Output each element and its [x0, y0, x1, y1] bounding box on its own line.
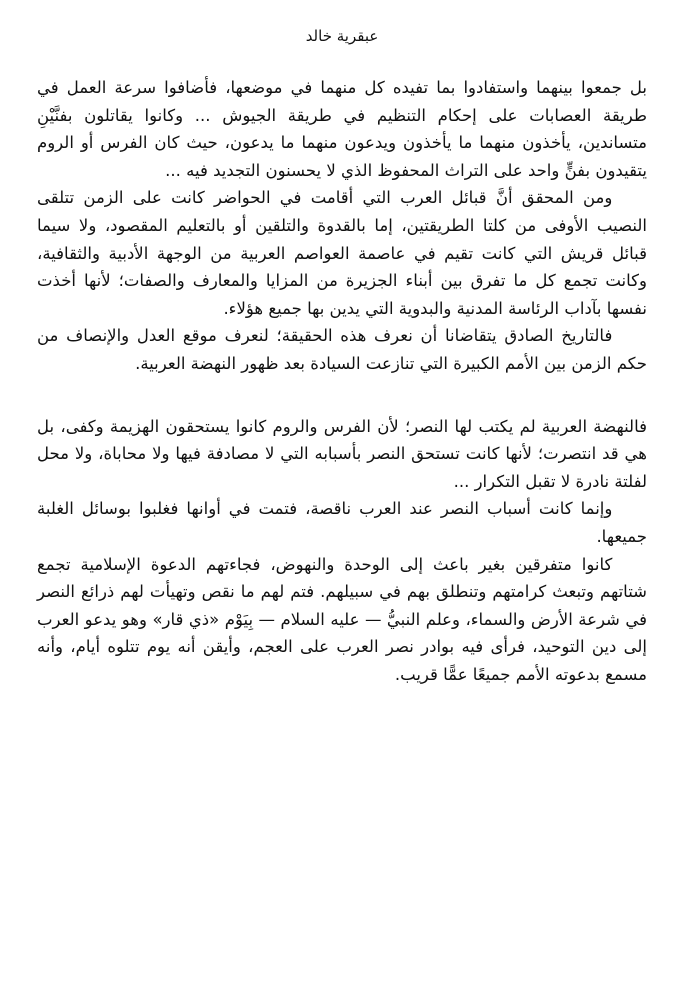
paragraph: بل جمعوا بينهما واستفادوا بما تفيده كل منهما في موضعها، فأضافوا سرعة العمل في طريقة العصابات على إحكام التنظيم في طريقة الجيوش ... وكانوا يقاتلون بفنَّيْنِ متساندين، يأخذون منهما ما يأخذون ويدعون منهما ما يدعون، حيث كان الفرس أو الروم يتقيدون بفنٍّ واحد على التراث المحفوظ الذي لا يحسنون التجديد فيه ... — [37, 78, 647, 180]
paragraph: وإنما كانت أسباب النصر عند العرب ناقصة، فتمت في أوانها فغلبوا بوسائل الغلبة جميعها. — [37, 499, 647, 546]
paragraph: فالتاريخ الصادق يتقاضانا أن نعرف هذه الحقيقة؛ لنعرف موقع العدل والإنصاف من حكم الزمن بين الأمم الكبيرة التي تنازعت السيادة بعد ظهور النهضة العربية. — [37, 326, 647, 373]
page-body — [0, 74, 684, 688]
paragraph: ومن المحقق أنَّ قبائل العرب التي أقامت في الحواضر كانت على الزمن تتلقى النصيب الأوفى من كلتا الطريقتين، إما بالقدوة والتلقين أو بالتعليم المقصود، ولا سيما قبائل قريش التي كانت تقيم في عاصمة العواصم العربية من الوجهة الأدبية والثقافية، وكانت تجمع كل ما تفرق بين أبناء الجزيرة من المزايا والمعارف والصفات؛ لأنها أخذت نفسها بآداب الرئاسة المدنية والبدوية التي يدين بها جميع هؤلاء. — [37, 188, 647, 318]
paragraph: كانوا متفرقين بغير باعث إلى الوحدة والنهوض، فجاءتهم الدعوة الإسلامية تجمع شتاتهم وتبعث كرامتهم وتنطلق بهم في سبيلهم. فتم لهم ما نقص وتهيأت لهم ذرائع النصر في شرعة الأرض والسماء، وعلم النبيُّ — عليه السلام — بِيَوْم «ذي قار» وهو يدعو العرب إلى دين التوحيد، فرأى فيه بوادر نصر العرب على العجم، وأيقن أنه يوم تتلوه أيام، وأنه مسمع بدعوته الأمم جميعًا عمًّا قريب. — [37, 554, 647, 684]
paragraph: فالنهضة العربية لم يكتب لها النصر؛ لأن الفرس والروم كانوا يستحقون الهزيمة وكفى، بل هي قد انتصرت؛ لأنها كانت تستحق النصر بأسبابه التي لا مصادفة فيها ولا محاباة، ولا محل لفلتة نادرة لا تقبل التكرار ... — [37, 416, 647, 491]
page-title: عبقرية خالد — [305, 27, 379, 45]
